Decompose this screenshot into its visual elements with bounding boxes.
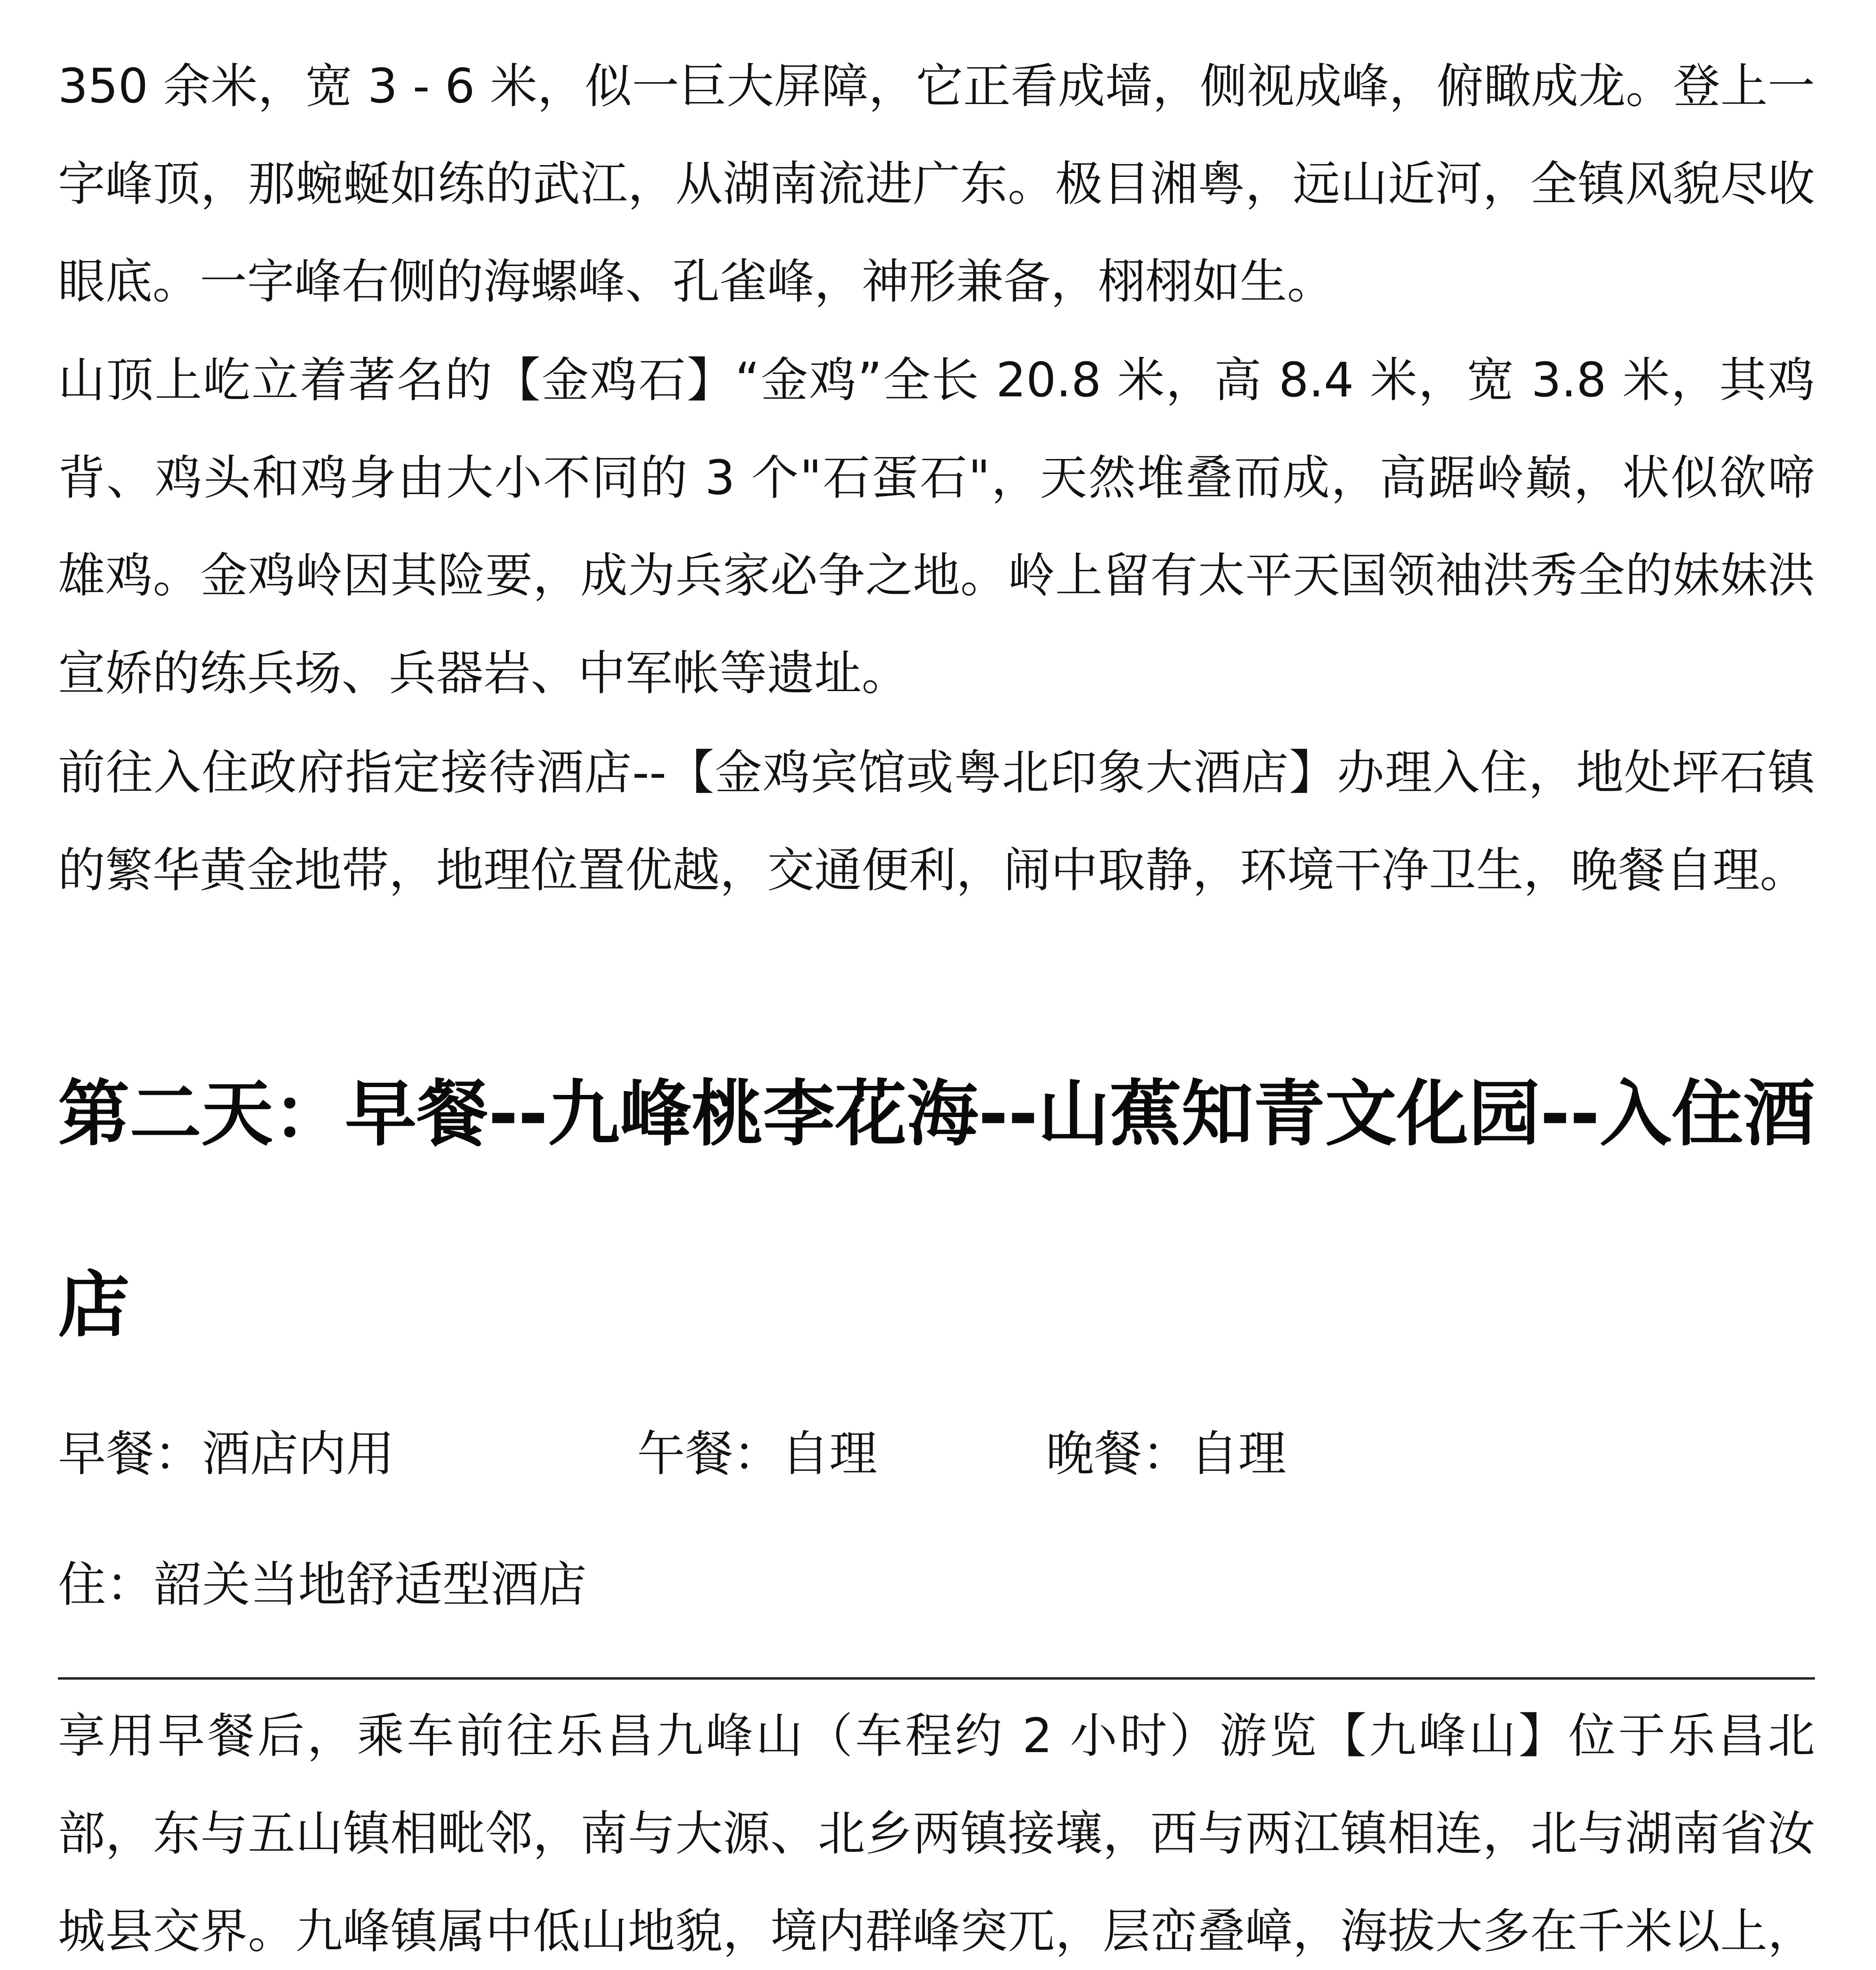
- meal-breakfast: 早餐：酒店内用: [58, 1426, 394, 1482]
- paragraph-jinjishi: 山顶上屹立着著名的【金鸡石】“金鸡”全长 20.8 米，高 8.4 米，宽 3.8 米，其鸡背、鸡头和鸡身由大小不同的 3 个"石蛋石"，天然堆叠而成，高踞岭巅，状似欲啼雄鸡。金鸡岭因其险要，成为兵家必争之地。岭上留有太平天国领袖洪秀全的妹妹洪宣娇的练兵场、兵器岩、中军帐等遗址。: [58, 353, 1815, 701]
- meal-dinner: 晚餐：自理: [1046, 1426, 1286, 1482]
- paragraph-day2-description: 享用早餐后，乘车前往乐昌九峰山（车程约 2 小时）游览【九峰山】位于乐昌北部，东与五山镇相毗邻，南与大源、北乡两镇接壤，西与两江镇相连，北与湖南省汝城县交界。九峰镇属中低山地貌，境内群峰突兀，层峦叠嶂，海拔大多在千米以上，: [58, 1709, 1815, 1959]
- day2-heading: 第二天：早餐--九峰桃李花海--山蕉知青文化园--入住酒店: [58, 1072, 1815, 1347]
- paragraph-yizifeng: 350 余米，宽 3 - 6 米，似一巨大屏障，它正看成墙，侧视成峰，俯瞰成龙。登上一字峰顶，那蜿蜒如练的武江，从湖南流进广东。极目湘粤，远山近河，全镇风貌尽收眼底。一字峰右侧的海螺峰、孔雀峰，神形兼备，栩栩如生。: [58, 59, 1815, 309]
- section-divider: [58, 1677, 1815, 1680]
- day2-accommodation: 住：韶关当地舒适型酒店: [58, 1557, 587, 1613]
- day2-meals-row: [58, 1407, 1815, 1501]
- meal-lunch: 午餐：自理: [637, 1426, 877, 1482]
- paragraph-hotel-checkin: 前往入住政府指定接待酒店--【金鸡宾馆或粤北印象大酒店】办理入住，地处坪石镇的繁华黄金地带，地理位置优越，交通便利，闹中取静，环境干净卫生，晚餐自理。: [58, 745, 1815, 898]
